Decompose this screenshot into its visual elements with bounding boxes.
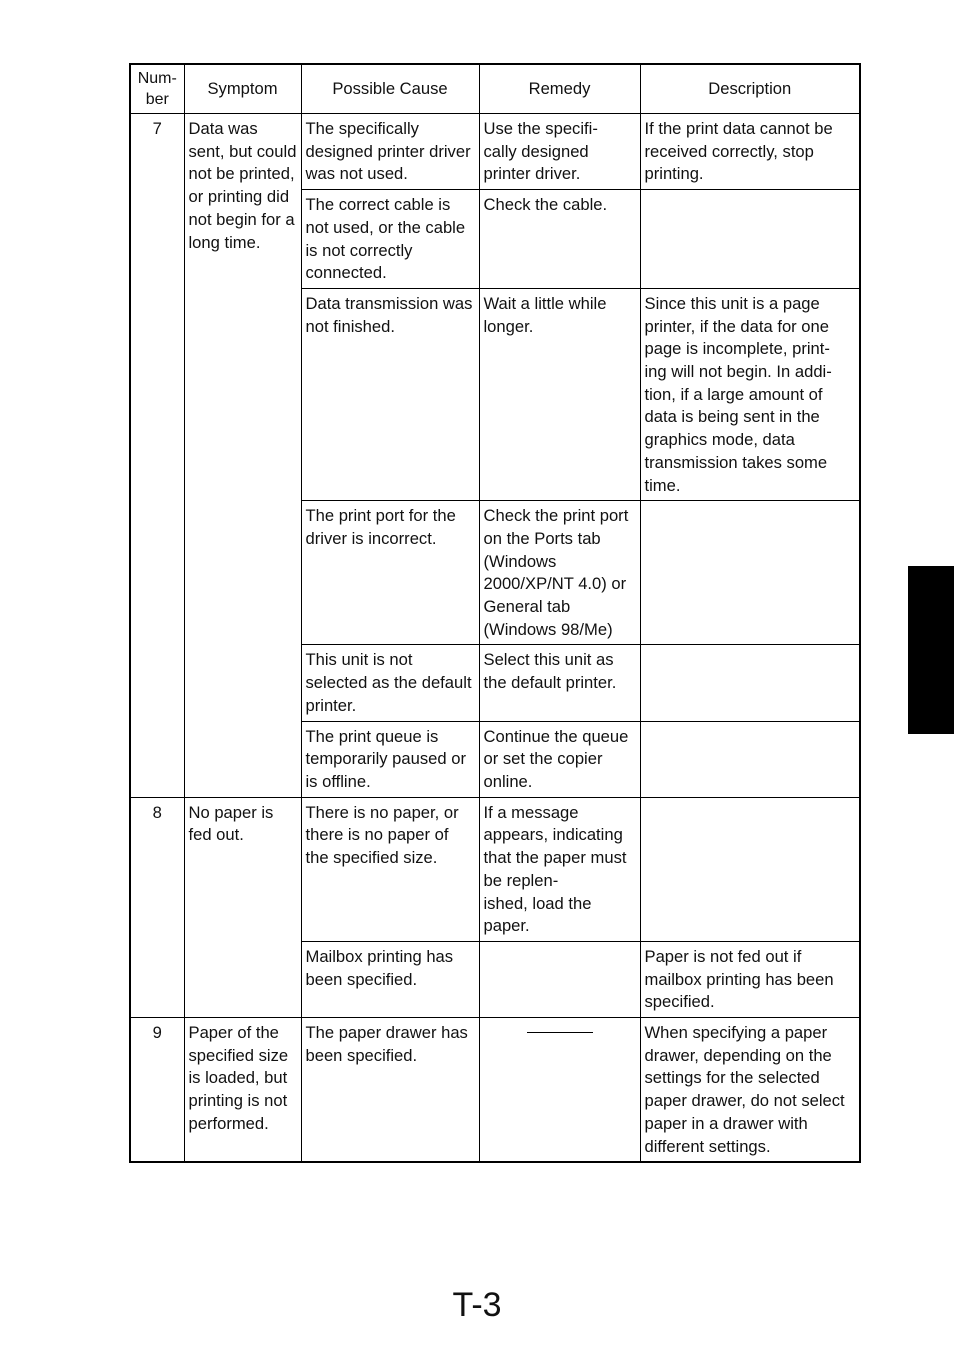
remedy-cell: If a message appears, indicating that the paper must be replen- ished, load the paper. [479,797,640,941]
description-cell [640,190,860,289]
section-tab-marker [908,566,954,734]
row-number-9: 9 [130,1018,184,1163]
header-possible-cause: Possible Cause [301,64,479,114]
remedy-cell: Check the print port on the Ports tab (Windows 2000/XP/NT 4.0) or General tab (Windows 98/Me) [479,501,640,645]
cause-cell: The paper drawer has been specified. [301,1018,479,1163]
cause-cell: The specifically designed printer driver was not used. [301,114,479,190]
description-cell: When specifying a paper drawer, depending on the settings for the selected paper drawer, do not select paper in a drawer with different settings. [640,1018,860,1163]
cause-cell: This unit is not selected as the default printer. [301,645,479,721]
description-cell: Paper is not fed out if mailbox printing has been specified. [640,941,860,1017]
description-cell [640,797,860,941]
remedy-cell [479,941,640,1017]
row-number-8: 8 [130,797,184,1017]
cause-cell: The print queue is temporarily paused or is offline. [301,721,479,797]
cause-cell: The correct cable is not used, or the cable is not correctly connected. [301,190,479,289]
table-header-row [130,64,860,114]
cause-cell: Mailbox printing has been specified. [301,941,479,1017]
cause-cell: The print port for the driver is incorrect. [301,501,479,645]
remedy-cell-empty [479,1018,640,1163]
header-remedy: Remedy [479,64,640,114]
page-number: T-3 [452,1286,502,1324]
row-number-7: 7 [130,114,184,798]
remedy-cell: Check the cable. [479,190,640,289]
symptom-9: Paper of the specified size is loaded, but printing is not performed. [184,1018,301,1163]
symptom-7: Data was sent, but could not be printed, or printing did not begin for a long time. [184,114,301,798]
header-symptom: Symptom [184,64,301,114]
remedy-cell: Select this unit as the default printer. [479,645,640,721]
symptom-8: No paper is fed out. [184,797,301,1017]
table-row [130,1018,860,1163]
description-cell [640,645,860,721]
header-description: Description [640,64,860,114]
troubleshooting-table [129,63,861,1163]
description-cell: Since this unit is a page printer, if the data for one page is incomplete, print- ing will not begin. In addi- tion, if a large amount of data is being sent in the graphics mode, data transmission takes some time. [640,288,860,500]
cause-cell: There is no paper, or there is no paper of the specified size. [301,797,479,941]
table-row [130,797,860,941]
cause-cell: Data transmission was not finished. [301,288,479,500]
remedy-cell: Use the specifi- cally designed printer driver. [479,114,640,190]
description-cell: If the print data cannot be received correctly, stop printing. [640,114,860,190]
remedy-cell: Continue the queue or set the copier online. [479,721,640,797]
not-applicable-dash [527,1032,593,1033]
table-row [130,114,860,190]
description-cell [640,721,860,797]
header-number: Num- ber [130,64,184,114]
description-cell [640,501,860,645]
remedy-cell: Wait a little while longer. [479,288,640,500]
